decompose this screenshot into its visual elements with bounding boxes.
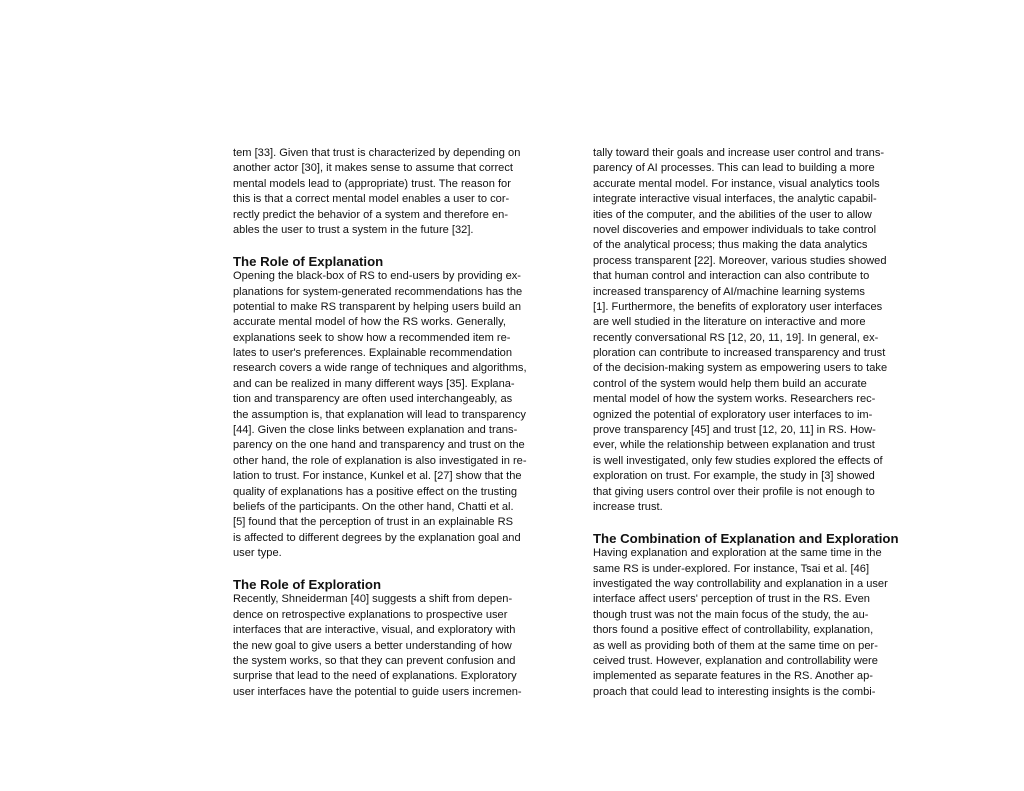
- text-line: ever, while the relationship between explanation and trust: [593, 439, 875, 452]
- text-line: ploration can contribute to increased transparency and trust: [593, 347, 886, 360]
- text-line: increased transparency of AI/machine learning systems: [593, 285, 865, 298]
- text-line: of the analytical process; thus making the data analytics: [593, 239, 868, 252]
- text-line: this is that a correct mental model enables a user to cor-: [233, 193, 510, 206]
- text-line: thors found a positive effect of controllability, explanation,: [593, 624, 874, 637]
- text-line: though trust was not the main focus of the study, the au-: [593, 608, 869, 621]
- text-line: potential to make RS transparent by helping users build an: [233, 300, 521, 313]
- text-line: the system works, so that they can prevent confusion and: [233, 654, 516, 667]
- text-line: integrate interactive visual interfaces, the analytic capabil-: [593, 193, 877, 206]
- text-line: user interfaces have the potential to guide users incremen-: [233, 685, 522, 698]
- text-line: user type.: [233, 547, 282, 560]
- text-line: mental model of how the system works. Researchers rec-: [593, 393, 876, 406]
- text-line: of the decision-making system as empowering users to take: [593, 362, 888, 375]
- text-line: surprise that lead to the need of explanations. Exploratory: [233, 670, 517, 683]
- text-line: and can be realized in many different ways [35]. Explana-: [233, 377, 515, 390]
- text-line: is well investigated, only few studies explored the effects of: [593, 454, 883, 467]
- text-line: tem [33]. Given that trust is characterized by depending on: [233, 147, 521, 159]
- text-line: other hand, the role of explanation is also investigated in re-: [233, 454, 527, 467]
- text-line: process transparent [22]. Moreover, various studies showed: [593, 254, 887, 267]
- text-line: lation to trust. For instance, Kunkel et al. [27] show that the: [233, 470, 522, 483]
- text-line: are well studied in the literature on interactive and more: [593, 316, 866, 329]
- text-line: ceived trust. However, explanation and controllability were: [593, 654, 878, 667]
- text-line: recently conversational RS [12, 20, 11, 19]. In general, ex-: [593, 331, 879, 344]
- text-line: accurate mental model. For instance, visual analytics tools: [593, 177, 880, 190]
- text-line: prove transparency [45] and trust [12, 20, 11] in RS. How-: [593, 424, 876, 437]
- paragraph-role-of-explanation: [233, 269, 553, 561]
- text-line: interface affect users' perception of trust in the RS. Even: [593, 593, 870, 606]
- text-line: research covers a wide range of techniques and algorithms,: [233, 362, 527, 375]
- text-line: planations for system-generated recommendations has the: [233, 285, 523, 298]
- paragraph-trust-mental-models: [233, 146, 553, 238]
- text-line: increase trust.: [593, 500, 663, 513]
- text-line: mental models lead to (appropriate) trust. The reason for: [233, 177, 511, 190]
- text-line: Recently, Shneiderman [40] suggests a shift from depen-: [233, 593, 513, 606]
- paragraph-role-of-exploration: [233, 592, 553, 700]
- text-line: beliefs of the participants. On the other hand, Chatti et al.: [233, 500, 514, 513]
- text-line: exploration on trust. For example, the study in [3] showed: [593, 470, 875, 483]
- text-line: [1]. Furthermore, the benefits of exploratory user interfaces: [593, 300, 883, 313]
- text-line: [44]. Given the close links between explanation and trans-: [233, 424, 518, 437]
- paragraph-exploration-continued: [593, 146, 923, 515]
- paragraph-combination: [593, 546, 923, 700]
- text-line: tally toward their goals and increase user control and trans-: [593, 147, 885, 159]
- text-line: ities of the computer, and the abilities of the user to allow: [593, 208, 872, 221]
- section-heading-role-of-explanation: The Role of Explanation: [233, 253, 384, 269]
- text-line: that giving users control over their profile is not enough to: [593, 485, 875, 498]
- text-line: interfaces that are interactive, visual, and exploratory with: [233, 624, 516, 637]
- text-line: Opening the black-box of RS to end-users by providing ex-: [233, 270, 521, 283]
- text-line: dence on retrospective explanations to prospective user: [233, 608, 508, 621]
- text-line: tion and transparency are often used interchangeably, as: [233, 393, 513, 406]
- right-column: [593, 146, 923, 700]
- text-line: Having explanation and exploration at the same time in the: [593, 547, 882, 560]
- text-line: proach that could lead to interesting insights is the combi-: [593, 685, 876, 698]
- left-column: [233, 146, 553, 700]
- text-line: ables the user to trust a system in the future [32].: [233, 223, 474, 236]
- text-line: accurate mental model of how the RS works. Generally,: [233, 316, 506, 329]
- text-line: that human control and interaction can also contribute to: [593, 270, 870, 283]
- text-line: implemented as separate features in the RS. Another ap-: [593, 670, 873, 683]
- text-line: the assumption is, that explanation will lead to transparency: [233, 408, 526, 421]
- section-heading-combination: The Combination of Explanation and Exploration: [593, 530, 899, 546]
- text-line: explanations seek to show how a recommended item re-: [233, 331, 511, 344]
- text-line: parency of AI processes. This can lead to building a more: [593, 162, 875, 175]
- text-line: the new goal to give users a better understanding of how: [233, 639, 512, 652]
- text-line: ognized the potential of exploratory user interfaces to im-: [593, 408, 873, 421]
- text-line: control of the system would help them build an accurate: [593, 377, 867, 390]
- text-line: another actor [30], it makes sense to assume that correct: [233, 162, 513, 175]
- text-line: quality of explanations has a positive effect on the trusting: [233, 485, 518, 498]
- text-line: novel discoveries and empower individuals to take control: [593, 223, 877, 236]
- text-line: investigated the way controllability and explanation in a user: [593, 577, 888, 590]
- text-line: [5] found that the perception of trust in an explainable RS: [233, 516, 513, 529]
- section-heading-role-of-exploration: The Role of Exploration: [233, 576, 381, 592]
- text-line: as well as providing both of them at the same time on per-: [593, 639, 878, 652]
- text-line: rectly predict the behavior of a system and therefore en-: [233, 208, 509, 221]
- text-line: same RS is under-explored. For instance, Tsai et al. [46]: [593, 562, 870, 575]
- text-line: parency on the one hand and transparency and trust on the: [233, 439, 525, 452]
- text-line: lates to user's preferences. Explainable recommendation: [233, 347, 512, 360]
- text-line: is affected to different degrees by the explanation goal and: [233, 531, 521, 544]
